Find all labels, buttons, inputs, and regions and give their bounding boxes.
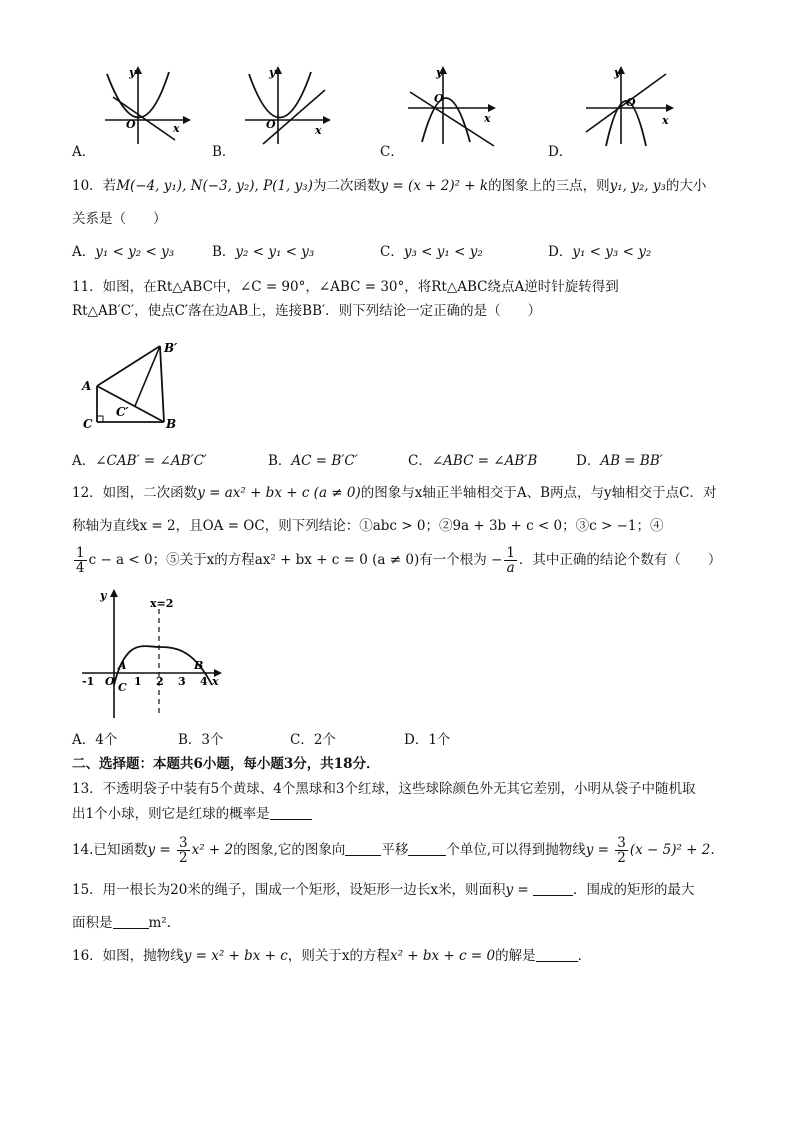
svg-text:O: O	[626, 96, 636, 109]
q14-units-blank[interactable]	[408, 841, 446, 856]
q15-max-area-blank[interactable]	[113, 914, 149, 929]
svg-text:x: x	[484, 112, 491, 125]
q13-answer-blank[interactable]	[270, 805, 312, 820]
q10-option-d[interactable]: D．y₁ < y₃ < y₂	[548, 244, 652, 260]
q12-option-c[interactable]: C．2个	[290, 732, 336, 748]
q13-stem-line1: 13．不透明袋子中装有5个黄球、4个黑球和3个红球，这些球除颜色外无其它差别，小明从袋子中随机取	[72, 781, 696, 797]
q16-answer-blank[interactable]	[536, 947, 578, 962]
svg-text:4: 4	[200, 675, 208, 688]
svg-text:1: 1	[134, 675, 142, 688]
svg-text:y: y	[269, 66, 276, 79]
q12-figure	[78, 585, 228, 720]
svg-text:x=2: x=2	[150, 597, 174, 610]
q10-stem-line1: 10．若M(−4, y₁), N(−3, y₂), P(1, y₃)为二次函数y = (x + 2)² + k的图象上的三点，则y₁, y₂, y₃的大小	[72, 178, 707, 194]
q9-label-a: A．	[72, 144, 96, 160]
q9-label-b: B．	[212, 144, 236, 160]
svg-text:C′: C′	[116, 405, 129, 419]
q12-stem-line1: 12．如图，二次函数y = ax² + bx + c (a ≠ 0)的图象与x轴正半轴相交于A、B两点，与y轴相交于点C．对	[72, 485, 717, 501]
svg-text:O: O	[126, 118, 136, 131]
q14-stem: 14.已知函数y = $\frac{3}{2}$ x² + 2的图象,它的图象向 平移 个单位,可以得到抛物线y = $\frac{3}{2}$ (x − 5)² + 2.	[72, 835, 715, 866]
svg-text:2: 2	[156, 675, 164, 688]
svg-text:-1: -1	[82, 675, 95, 688]
q11-option-c[interactable]: C．∠ABC = ∠AB′B	[408, 453, 538, 469]
svg-text:A: A	[82, 379, 92, 393]
q16-stem: 16．如图，抛物线y = x² + bx + c，则关于x的方程x² + bx + c = 0的解是 ．	[72, 948, 592, 964]
q11-stem-line1: 11．如图，在Rt△ABC中，∠C = 90°，∠ABC = 30°，将Rt△ABC绕点A逆时针旋转得到	[72, 279, 619, 295]
q13-stem-line2: 出1个小球，则它是红球的概率是	[72, 804, 312, 824]
svg-text:B: B	[194, 659, 204, 672]
svg-text:O: O	[266, 118, 276, 131]
q12-stem-line2: 称轴为直线x = 2，且OA = OC，则下列结论：①abc > 0；②9a + 3b + c < 0；③c > −1；④	[72, 518, 664, 534]
q9-graph-a	[95, 62, 195, 147]
q10-option-b[interactable]: B．y₂ < y₁ < y₃	[212, 244, 315, 260]
svg-text:3: 3	[178, 675, 186, 688]
svg-text:y: y	[614, 66, 621, 79]
svg-text:B: B	[166, 417, 177, 431]
svg-text:O: O	[105, 675, 115, 688]
svg-text:x: x	[173, 122, 180, 135]
svg-text:x: x	[315, 124, 322, 137]
svg-text:x: x	[662, 114, 669, 127]
q12-option-a[interactable]: A．4个	[72, 732, 118, 748]
q10-stem-line2: 关系是（ ）	[72, 211, 167, 227]
q12-stem-line3: $\frac{1}{4}$ c − a < 0；⑤关于x的方程ax² + bx + c = 0 (a ≠ 0)有一个根为 − $\frac{1}{a}$ ．其中正确的结论个数有（ ）	[76, 545, 722, 576]
q12-option-b[interactable]: B．3个	[178, 732, 224, 748]
svg-text:y: y	[100, 589, 107, 602]
q9-label-c: C．	[380, 144, 404, 160]
q11-option-d[interactable]: D．AB = BB′	[576, 453, 663, 469]
svg-text:B′: B′	[164, 341, 178, 355]
q10-option-c[interactable]: C．y₃ < y₁ < y₂	[380, 244, 483, 260]
q15-stem-line1: 15．用一根长为20米的绳子，围成一个矩形，设矩形一边长x米，则面积y = ．围成的矩形的最大	[72, 882, 695, 898]
svg-text:C: C	[83, 417, 93, 431]
svg-text:y: y	[129, 66, 136, 79]
q9-graph-d	[578, 62, 678, 147]
svg-text:x: x	[212, 675, 219, 688]
svg-text:y: y	[436, 66, 443, 79]
q9-graph-c	[400, 62, 500, 147]
q11-option-a[interactable]: A．∠CAB′ = ∠AB′C′	[72, 453, 207, 469]
q11-figure	[80, 338, 190, 433]
svg-text:C: C	[118, 681, 127, 694]
svg-text:O: O	[434, 92, 444, 105]
q15-area-blank[interactable]	[533, 881, 573, 896]
q11-stem-line2: Rt△AB′C′，使点C′落在边AB上，连接BB′．则下列结论一定正确的是（ ）	[72, 303, 542, 319]
q12-option-d[interactable]: D．1个	[404, 732, 451, 748]
q9-label-d: D．	[548, 144, 573, 160]
q14-direction-blank[interactable]	[345, 841, 381, 856]
section-2-title: 二、选择题：本题共6小题，每小题3分，共18分．	[72, 756, 380, 772]
q10-option-a[interactable]: A．y₁ < y₂ < y₃	[72, 244, 175, 260]
q9-graph-b	[235, 62, 335, 147]
q11-option-b[interactable]: B．AC = B′C′	[268, 453, 358, 469]
q15-stem-line2: 面积是 m².	[72, 915, 172, 931]
svg-text:A: A	[118, 659, 127, 672]
